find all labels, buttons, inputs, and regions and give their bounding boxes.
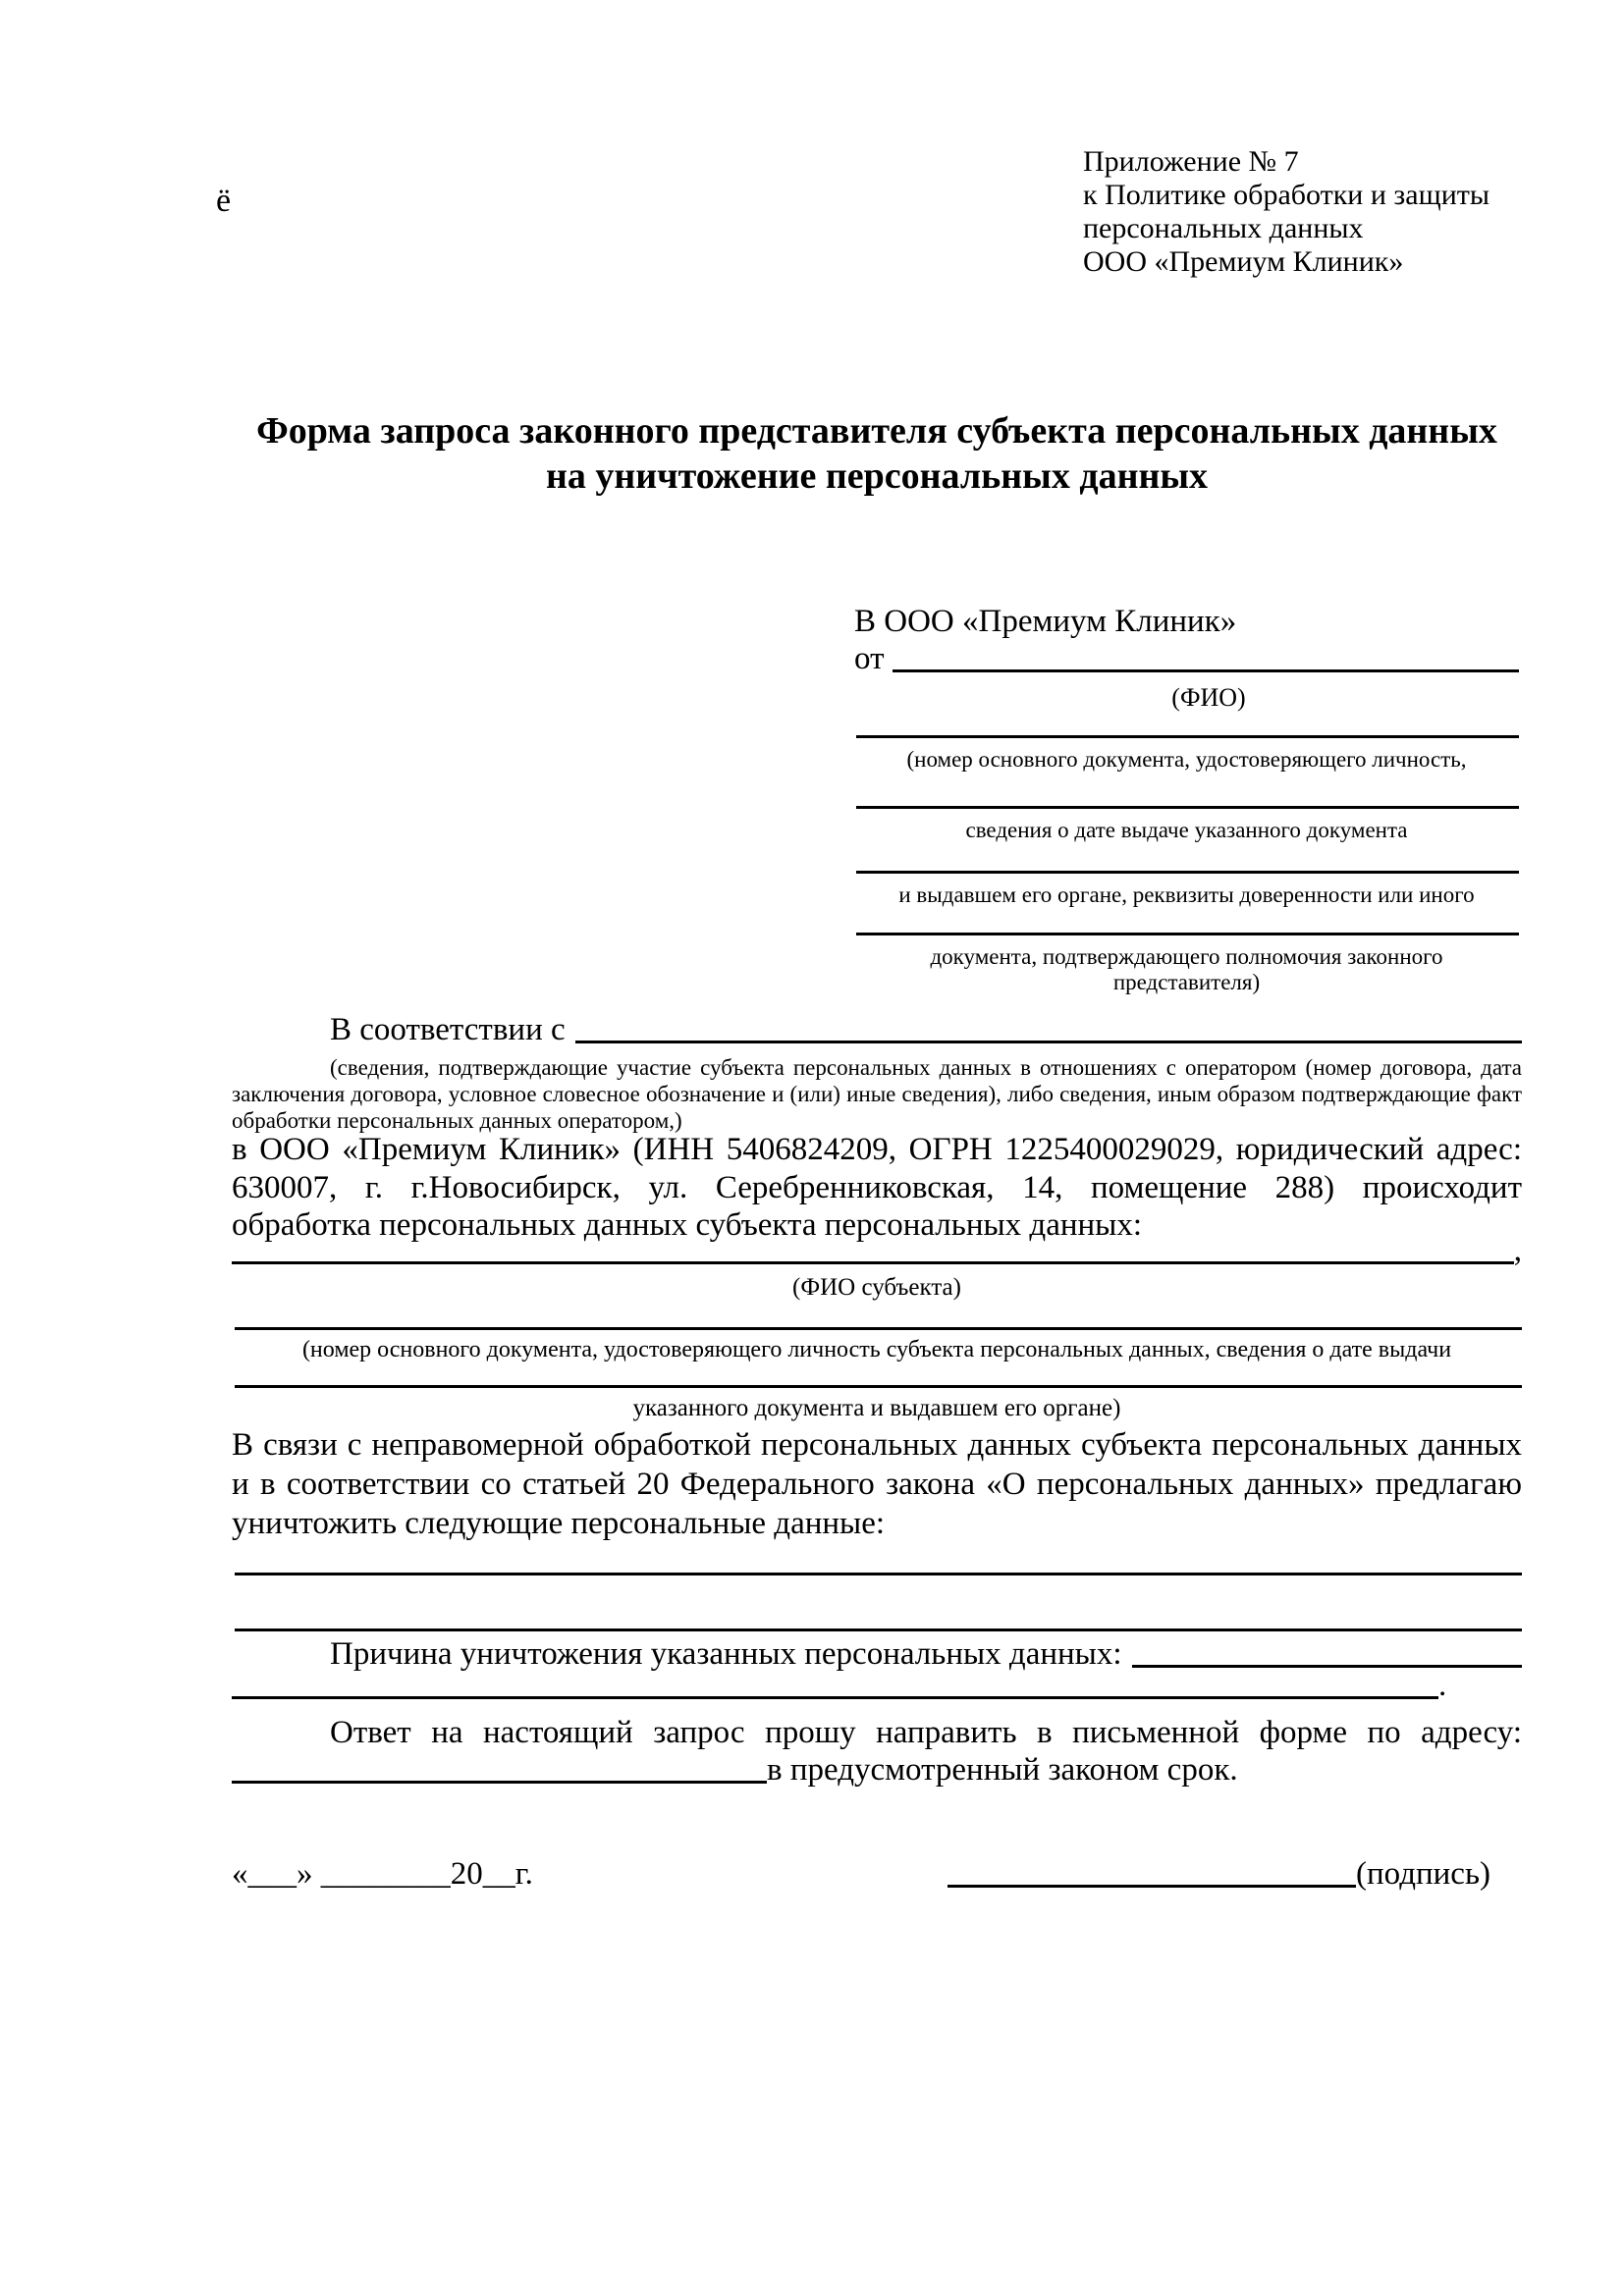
reason-continuation-row bbox=[232, 1667, 1522, 1704]
blank-line bbox=[235, 1573, 1522, 1575]
appendix-line: к Политике обработки и защиты bbox=[1083, 179, 1490, 211]
unlawful-paragraph-line: уничтожить следующие персональные данные: bbox=[232, 1506, 886, 1541]
from-label: от bbox=[854, 641, 885, 676]
operator-paragraph bbox=[232, 1131, 1522, 1245]
stray-char: ё bbox=[216, 183, 232, 219]
accordance-lead: В соответствии с bbox=[330, 1012, 566, 1047]
blank-line bbox=[856, 806, 1519, 809]
trailing-comma: , bbox=[1513, 1233, 1522, 1268]
blank-line bbox=[232, 1696, 1438, 1699]
blank-line-caption: и выдавшем его органе, реквизиты доверенности или иного bbox=[898, 882, 1475, 907]
accordance-note-line: (сведения, подтверждающие участие субъекта персональных данных в отношениях с оператором (номер договора, дата bbox=[330, 1055, 1522, 1080]
reply-request-line: Ответ на настоящий запрос прошу направить в письменной форме по адресу: bbox=[330, 1715, 1522, 1750]
accordance-note-line: обработки персональных данных оператором,) bbox=[232, 1108, 682, 1133]
blank-line bbox=[235, 1327, 1522, 1330]
blank-line-caption: документа, подтверждающего полномочия законного представителя) bbox=[930, 944, 1443, 994]
blank-line bbox=[856, 871, 1519, 874]
appendix-line: персональных данных bbox=[1083, 212, 1364, 244]
subject-doc-caption: (номер основного документа, удостоверяющего личность субъекта персональных данных, сведения о дате выдачи bbox=[301, 1337, 1452, 1362]
addressee-from-row bbox=[854, 640, 1519, 677]
accordance-row bbox=[232, 1011, 1522, 1048]
blank-line bbox=[232, 1781, 767, 1784]
unlawful-paragraph bbox=[232, 1425, 1522, 1543]
blank-line bbox=[856, 933, 1519, 935]
blank-line bbox=[856, 735, 1519, 738]
blank-line-caption: (номер основного документа, удостоверяющего личность, bbox=[906, 747, 1467, 772]
trailing-period: . bbox=[1438, 1668, 1447, 1703]
blank-line bbox=[235, 1629, 1522, 1631]
operator-paragraph-line: 630007, г. г.Новосибирск, ул. Серебренниковская, 14, помещение 288) происходит bbox=[232, 1169, 1522, 1205]
blank-line bbox=[947, 1885, 1356, 1888]
form-title-line: на уничтожение персональных данных bbox=[545, 455, 1209, 497]
appendix-line: ООО «Премиум Клиник» bbox=[1083, 245, 1404, 278]
operator-paragraph-line: в ООО «Премиум Клиник» (ИНН 5406824209, ОГРН 1225400029029, юридический адрес: bbox=[232, 1132, 1522, 1167]
signature-row bbox=[947, 1855, 1490, 1893]
blank-line bbox=[575, 1041, 1522, 1043]
operator-paragraph-line: обработка персональных данных субъекта персональных данных: bbox=[232, 1207, 1142, 1243]
accordance-note bbox=[232, 1054, 1522, 1134]
blank-line bbox=[893, 669, 1520, 672]
accordance-note-line: заключения договора, условное словесное обозначение и (или) иные сведения), либо сведения, иным образом подтверждающие факт bbox=[232, 1082, 1522, 1106]
unlawful-paragraph-line: и в соответствии со статьей 20 Федерального закона «О персональных данных» предлагаю bbox=[232, 1467, 1522, 1502]
subject-fio-row bbox=[232, 1232, 1522, 1269]
fio-caption: (ФИО) bbox=[1171, 683, 1246, 712]
reason-lead: Причина уничтожения указанных персональных данных: bbox=[330, 1636, 1122, 1672]
reply-tail-text: в предусмотренный законом срок. bbox=[767, 1752, 1238, 1788]
unlawful-paragraph-line: В связи с неправомерной обработкой персональных данных субъекта персональных данных bbox=[232, 1427, 1522, 1463]
date-blank-text: «___» ________20__г. bbox=[232, 1856, 533, 1892]
subject-doc-caption: указанного документа и выдавшем его органе) bbox=[632, 1395, 1121, 1421]
blank-line bbox=[235, 1385, 1522, 1388]
blank-line-caption: сведения о дате выдаче указанного документа bbox=[965, 818, 1408, 842]
reply-address-row bbox=[232, 1751, 1522, 1789]
form-title-line: Форма запроса законного представителя субъекта персональных данных bbox=[256, 410, 1497, 452]
blank-line bbox=[232, 1261, 1514, 1264]
form-title bbox=[232, 408, 1522, 499]
appendix-block bbox=[1083, 145, 1489, 279]
appendix-line: Приложение № 7 bbox=[1083, 145, 1299, 178]
subject-fio-caption: (ФИО субъекта) bbox=[792, 1274, 961, 1301]
signature-caption: (подпись) bbox=[1356, 1856, 1490, 1892]
addressee-to: В ООО «Премиум Клиник» bbox=[854, 604, 1237, 639]
